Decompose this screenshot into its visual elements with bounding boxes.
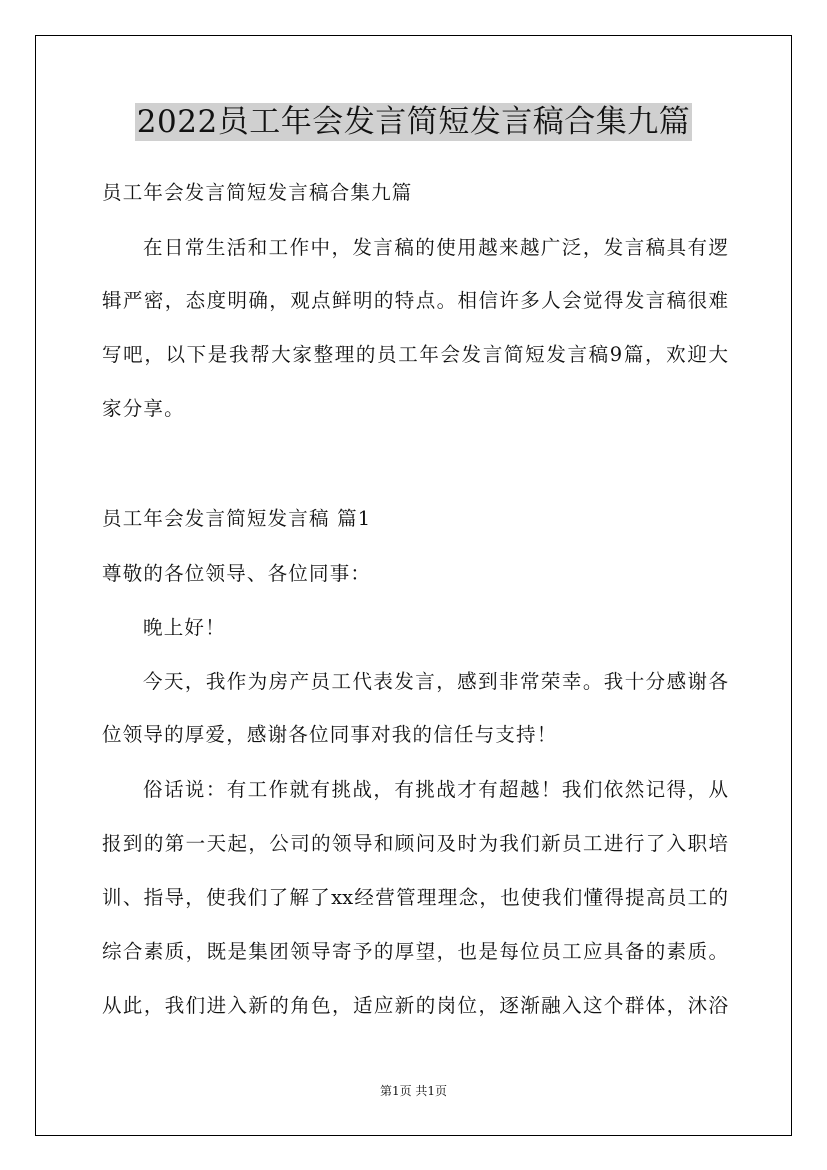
greeting: 晚上好！ (143, 616, 226, 639)
intro-line: 辑严密，态度明确，观点鲜明的特点。相信许多人会觉得发言稿很难 (102, 289, 728, 312)
document-subtitle: 员工年会发言简短发言稿合集九篇 (102, 181, 413, 204)
section-heading: 员工年会发言简短发言稿 篇1 (102, 507, 372, 530)
intro-line: 在日常生活和工作中，发言稿的使用越来越广泛，发言稿具有逻 (143, 236, 728, 259)
paragraph-line: 从此，我们进入新的角色，适应新的岗位，逐渐融入这个群体，沐浴 (102, 994, 728, 1017)
paragraph-line: 俗话说：有工作就有挑战，有挑战才有超越！我们依然记得，从 (143, 778, 728, 801)
paragraph-line: 位领导的厚爱，感谢各位同事对我的信任与支持！ (102, 723, 558, 746)
page-footer: 第1页 共1页 (379, 1084, 448, 1098)
document-title: 2022员工年会发言简短发言稿合集九篇 (136, 104, 691, 140)
intro-line: 家分享。 (102, 397, 185, 420)
paragraph-line: 今天，我作为房产员工代表发言，感到非常荣幸。我十分感谢各 (143, 670, 728, 693)
paragraph-line: 综合素质，既是集团领导寄予的厚望，也是每位员工应具备的素质。 (102, 940, 728, 963)
paragraph-line: 训、指导，使我们了解了xx经营管理理念，也使我们懂得提高员工的 (102, 886, 728, 909)
title-container (0, 103, 827, 141)
salutation: 尊敬的各位领导、各位同事： (102, 562, 372, 585)
paragraph-line: 报到的第一天起，公司的领导和顾问及时为我们新员工进行了入职培 (102, 832, 728, 855)
intro-line: 写吧，以下是我帮大家整理的员工年会发言简短发言稿9篇，欢迎大 (102, 343, 728, 366)
